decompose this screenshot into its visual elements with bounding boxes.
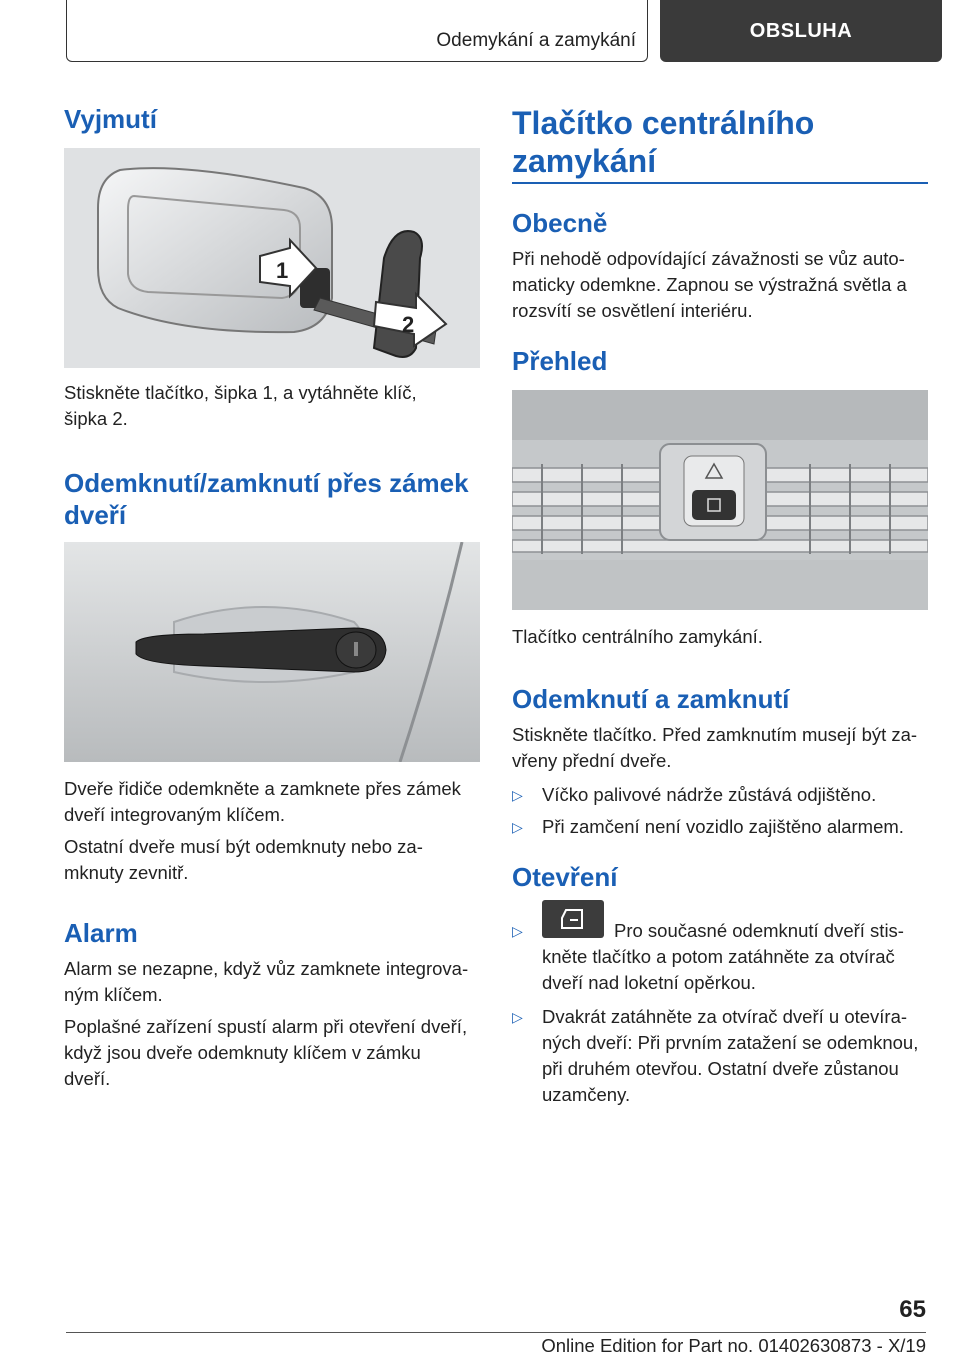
bullet-text: Víčko palivové nádrže zůstává odjištěno. [542,784,877,805]
heading-odemknuti-zamek-1: Odemknutí/zamknutí přes zámek [64,468,469,498]
para-oz-2: vřeny přední dveře. [512,750,672,771]
title-rule [512,182,928,184]
para-alarm-2a: Poplašné zařízení spustí alarm při otevření dveří, [64,1016,468,1037]
otevreni-b2-l4: uzamčeny. [542,1084,631,1105]
para-alarm-1b: ným klíčem. [64,984,163,1005]
arrow-label-1: 1 [276,258,289,283]
caption-vyjmuti-1: Stiskněte tlačítko, šipka 1, a vytáhněte klíč, [64,382,417,403]
otevreni-b1-l1: Pro současné odemknutí dveří stis‐ [614,920,904,941]
footer-rule [66,1332,926,1333]
otevreni-b2-l3: při druhém otevřou. Ostatní dveře zůstanou [542,1058,899,1079]
heading-odemknuti-zamknuti: Odemknutí a zamknutí [512,684,790,714]
central-lock-button-image [512,390,928,610]
para-odemknuti-2a: Ostatní dveře musí být odemknuty nebo za‐ [64,836,423,857]
otevreni-b2-l1: Dvakrát zatáhněte za otvírač dveří u otevíra‐ [542,1006,908,1027]
para-alarm-1a: Alarm se nezapne, když vůz zamknete integrova‐ [64,958,469,979]
otevreni-b1-l2: kněte tlačítko a potom zatáhněte za otvírač [542,946,895,967]
main-title-2: zamykání [512,143,657,179]
section-title: Odemykání a zamykání [436,30,636,51]
para-oz-1: Stiskněte tlačítko. Před zamknutím musejí být za‐ [512,724,918,745]
footer-edition: Online Edition for Part no. 01402630873 - X/19 [541,1335,926,1356]
door-handle-image [64,542,480,762]
bullet-triangle-icon: ▷ [512,923,523,939]
heading-obecne: Obecně [512,208,608,238]
page-number: 65 [899,1296,926,1323]
arrow-label-2: 2 [402,312,415,337]
para-obecne-2: maticky odemkne. Zapnou se výstražná světla a [512,274,907,295]
caption-vyjmuti-2: šipka 2. [64,408,128,429]
para-obecne-1: Při nehodě odpovídající závažnosti se vůz auto‐ [512,248,905,269]
bullet-text: Při zamčení není vozidlo zajištěno alarmem. [542,816,904,837]
otevreni-b1-l3: dveří nad loketní opěrkou. [542,972,756,993]
main-title-1: Tlačítko centrálního [512,105,815,141]
heading-alarm: Alarm [64,918,138,948]
key-removal-image [64,148,480,368]
otevreni-b2-l2: ných dveří: Při prvním zatažení se odemknou, [542,1032,919,1053]
bullet-triangle-icon: ▷ [512,1009,523,1025]
heading-otevreni: Otevření [512,862,618,892]
para-odemknuti-1b: dveří integrovaným klíčem. [64,804,286,825]
heading-prehled: Přehled [512,346,608,376]
chapter-tab: OBSLUHA [660,0,942,62]
heading-odemknuti-zamek-2: dveří [64,500,127,530]
para-alarm-2c: dveří. [64,1068,111,1089]
door-unlock-icon [542,900,604,938]
heading-vyjmuti: Vyjmutí [64,104,157,134]
bullet-triangle-icon: ▷ [512,819,523,835]
para-odemknuti-1a: Dveře řidiče odemkněte a zamknete přes zámek [64,778,461,799]
para-odemknuti-2b: mknuty zevnitř. [64,862,189,883]
para-obecne-3: rozsvítí se osvětlení interiéru. [512,300,753,321]
caption-prehled: Tlačítko centrálního zamykání. [512,626,763,647]
bullet-triangle-icon: ▷ [512,787,523,803]
para-alarm-2b: když jsou dveře odemknuty klíčem v zámku [64,1042,421,1063]
